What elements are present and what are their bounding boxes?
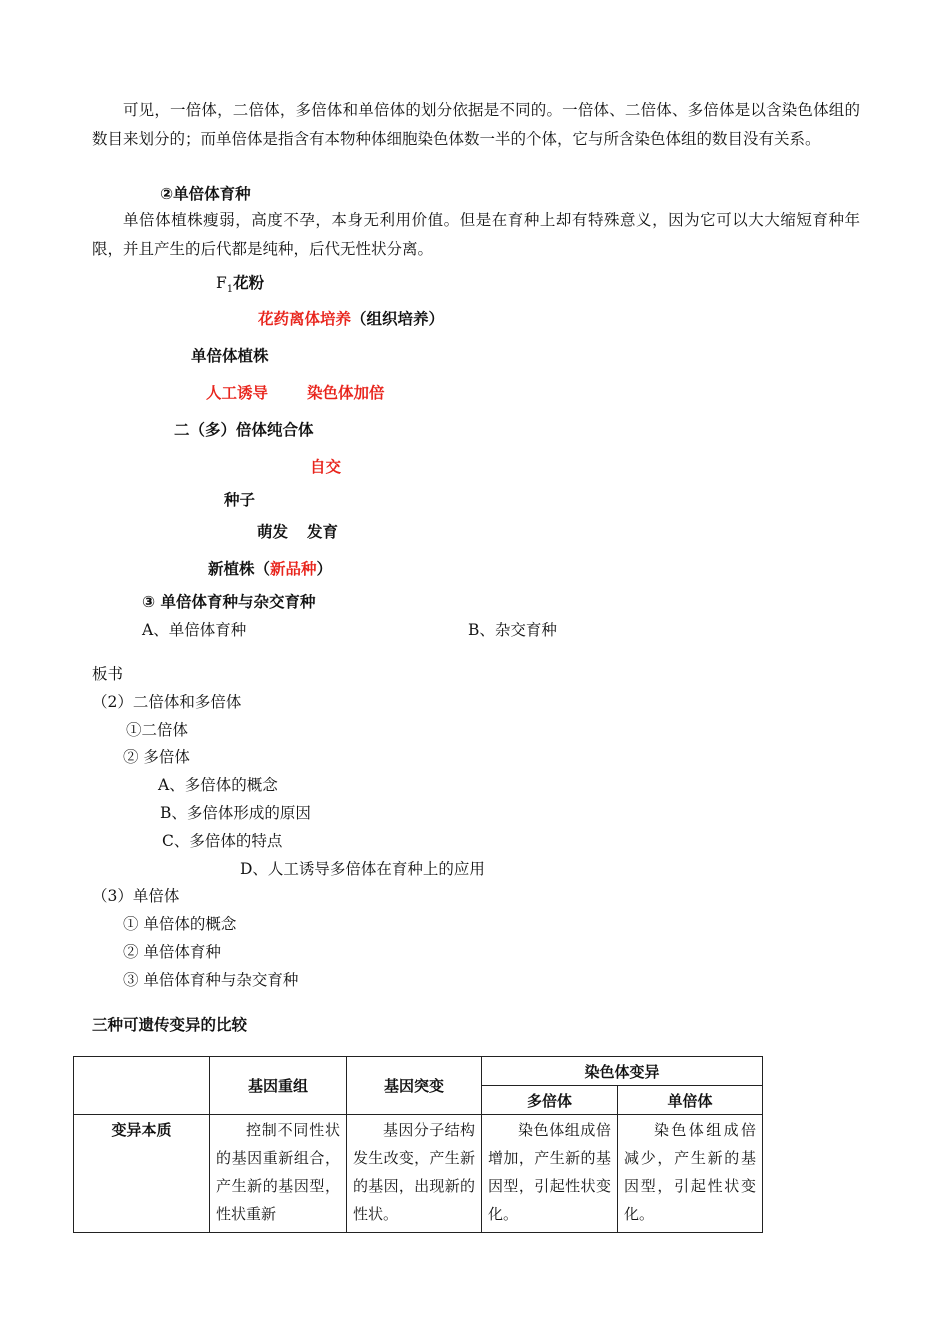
board-item: A、多倍体的概念 [158,776,278,794]
board-item: B、多倍体形成的原因 [160,804,311,822]
board-item: C、多倍体的特点 [162,832,283,850]
board-item: ① 单倍体的概念 [123,915,237,933]
intro-paragraph: 可见，一倍体，二倍体，多倍体和单倍体的划分依据是不同的。一倍体、二倍体、多倍体是以含染色体组的数目来划分的；而单倍体是指含有本物种体细胞染色体数一半的个体，它与所含染色体组的数目没有关系。 [92,101,860,148]
flow-diploid-homozygote: 二（多）倍体纯合体 [174,421,314,439]
board-item: ② 单倍体育种 [123,943,221,961]
comparison-table [73,1056,763,1233]
board-item: （3）单倍体 [92,887,180,905]
header-polyploid: 多倍体 [482,1086,618,1115]
board-item: ①二倍体 [126,721,189,739]
board-item: ③ 单倍体育种与杂交育种 [123,971,299,989]
flow-anther-culture [258,307,444,329]
table-title: 三种可遗传变异的比较 [92,1016,248,1034]
tissue-culture-label: （组织培养） [351,310,445,328]
option-a: A、单倍体育种 [142,621,247,639]
table-cell: 染色体组成倍减少，产生新的基因型，引起性状变化。 [618,1115,763,1233]
option-b: B、杂交育种 [468,621,557,639]
flow-selfing: 自交 [310,458,342,476]
board-title: 板书 [92,665,124,683]
section-heading-haploid-breeding: ②单倍体育种 [160,185,251,203]
header-chromosome-variation: 染色体变异 [482,1057,763,1086]
table-corner-cell [74,1057,210,1115]
flow-seed: 种子 [224,491,256,509]
table-cell: 基因分子结构发生改变，产生新的基因，出现新的性状。 [347,1115,482,1233]
flow-germinate: 萌发 [257,523,289,541]
board-item: （2）二倍体和多倍体 [92,693,242,711]
header-gene-recombination: 基因重组 [210,1057,347,1115]
new-variety-label: 新品种 [270,560,317,578]
board-item: ② 多倍体 [123,748,190,766]
flow-new-plant: 新植株（新品种） [208,560,333,578]
row-label-variation-nature: 变异本质 [74,1115,210,1233]
flow-chromosome-doubling: 染色体加倍 [307,384,385,402]
header-haploid: 单倍体 [618,1086,763,1115]
header-gene-mutation: 基因突变 [347,1057,482,1115]
anther-culture-label: 花药离体培养 [258,310,352,328]
flow-haploid-plant: 单倍体植株 [191,347,269,365]
flow-develop: 发育 [307,523,339,541]
haploid-breeding-paragraph: 单倍体植株瘦弱，高度不孕，本身无利用价值。但是在育种上却有特殊意义，因为它可以大大缩短育种年限，并且产生的后代都是纯种，后代无性状分离。 [92,211,860,258]
flow-artificial-induction: 人工诱导 [206,384,269,402]
table-cell: 控制不同性状的基因重新组合，产生新的基因型，性状重新 [210,1115,347,1233]
section-heading-comparison: ③ 单倍体育种与杂交育种 [142,593,316,611]
table-cell: 染色体组成倍增加，产生新的基因型，引起性状变化。 [482,1115,618,1233]
board-item: D、人工诱导多倍体在育种上的应用 [240,860,485,878]
flow-f1-pollen: $F_1$花粉 [216,274,265,296]
